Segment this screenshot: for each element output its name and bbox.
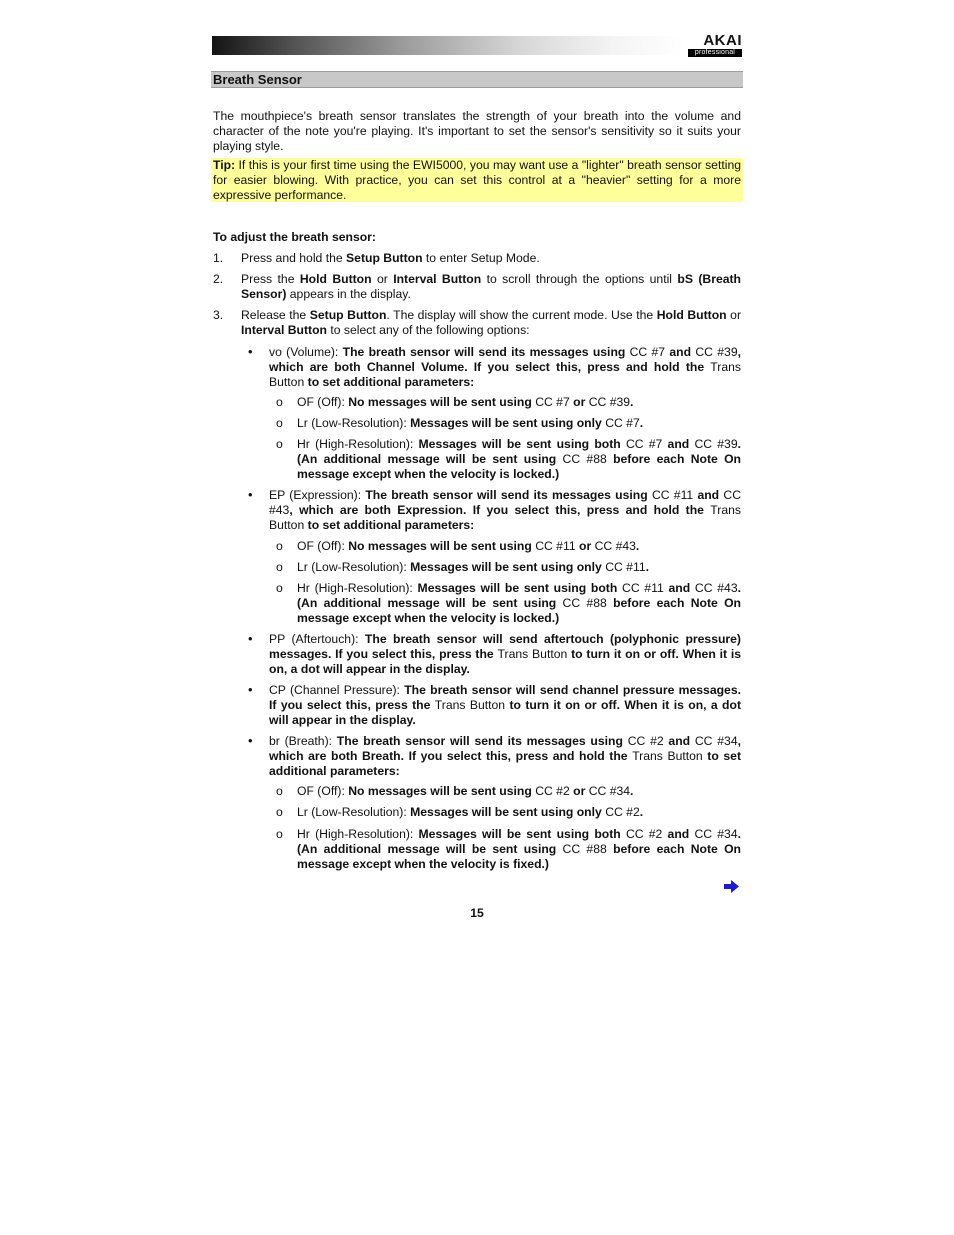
bold-term: , which are both Channel Volume. If you select this, press and hold the — [269, 345, 741, 374]
bold-term: Messages will be sent using only — [406, 805, 606, 819]
option-item — [269, 488, 741, 532]
text-run: CC #7 — [535, 395, 570, 409]
text-run: CC #88 — [562, 841, 607, 856]
text-run: CC #2 — [605, 805, 640, 819]
text-run: CC #7 — [625, 437, 663, 451]
section-title: Breath Sensor — [213, 72, 302, 87]
sub-bullet: o — [276, 539, 283, 553]
bold-term: . — [635, 539, 640, 553]
text-run: to scroll through the options until — [481, 272, 678, 286]
text-run: OF (Off): — [297, 784, 345, 798]
bold-term: Interval Button — [393, 272, 482, 286]
text-run: CC #11 — [622, 581, 664, 595]
text-run: vo (Volume): — [269, 345, 339, 359]
text-run: Press the — [241, 272, 300, 286]
step-text — [241, 308, 741, 338]
sub-bullet: o — [276, 581, 283, 595]
sub-bullet: o — [276, 805, 283, 819]
sub-bullet: o — [276, 416, 283, 430]
tip-body: If this is your first time using the EWI5000, you may want use a "lighter" breath sensor setting for easier blowing. With practice, you can set this control at a "heavier" setting for a more expressive performance. — [213, 158, 741, 202]
text-run: CC #39 — [694, 437, 738, 451]
text-run: Lr (Low-Resolution): — [297, 560, 407, 574]
bold-term: No messages will be sent using — [344, 784, 536, 798]
text-run: appears in the display. — [286, 286, 411, 301]
bold-term: or — [569, 395, 589, 409]
bold-term: and — [663, 581, 695, 595]
sub-option-item — [297, 416, 741, 431]
text-run: CC #7 — [629, 345, 666, 359]
text-run: OF (Off): — [297, 395, 345, 409]
brand-name: AKAI — [703, 32, 742, 49]
bold-term: and — [662, 827, 695, 841]
bullet: • — [248, 631, 253, 646]
bold-term: , which are both Breath. If you select this, press and hold the — [269, 734, 741, 763]
text-run: CC #11 — [605, 560, 646, 574]
step-text — [241, 251, 741, 266]
steps-heading: To adjust the breath sensor: — [213, 230, 376, 244]
bold-term: The breath sensor will send its messages using — [338, 345, 630, 359]
text-run: Trans Button — [269, 502, 741, 532]
bold-term: The breath sensor will send its messages using — [332, 734, 628, 748]
bold-term: The breath sensor will send channel pressure messages. If you select this, press the — [269, 683, 741, 712]
text-run: or — [726, 308, 742, 322]
intro-paragraph: The mouthpiece's breath sensor translates the strength of your breath into the volume and character of the note you're playing. It's important to set the sensor's sensitivity so it suits your playing style. — [213, 109, 741, 153]
text-run: CC #11 — [651, 488, 694, 502]
bullet: • — [248, 733, 253, 748]
bold-term: or — [575, 539, 595, 553]
page-number: 15 — [470, 906, 484, 920]
sub-option-item — [297, 539, 741, 554]
text-run: CC #43 — [269, 488, 741, 517]
option-item — [269, 345, 741, 389]
bold-term: bS (Breath Sensor) — [241, 272, 742, 301]
text-run: Trans Button — [497, 646, 568, 661]
section-header — [211, 71, 743, 88]
text-run: Trans Button — [434, 697, 506, 712]
step-text — [241, 272, 741, 302]
text-run: CC #34 — [588, 784, 631, 798]
text-run: CC #88 — [562, 451, 607, 466]
sub-bullet: o — [276, 560, 283, 574]
brand-subtitle: professional — [688, 49, 742, 57]
header-gradient-bar — [212, 36, 684, 55]
bold-term: Hold Button — [299, 272, 372, 286]
sub-option-item — [297, 827, 741, 871]
bold-term: The breath sensor will send its messages using — [361, 488, 652, 502]
text-run: Hr (High-Resolution): — [297, 827, 414, 841]
sub-option-item — [297, 805, 741, 820]
sub-bullet: o — [276, 437, 283, 451]
text-run: CP (Channel Pressure): — [269, 683, 400, 697]
text-run: CC #88 — [562, 595, 607, 610]
text-run: . The display will show the current mode. Use the — [386, 308, 657, 322]
text-run: to enter Setup Mode. — [422, 251, 540, 265]
text-run: EP (Expression): — [269, 488, 362, 502]
text-run: CC #43 — [694, 581, 738, 595]
bold-term: . — [630, 395, 634, 409]
step-number: 1. — [213, 251, 224, 265]
bold-term: Hold Button — [656, 308, 727, 322]
step-number: 3. — [213, 308, 224, 322]
text-run: Release the — [241, 308, 310, 322]
text-run: Trans Button — [632, 748, 703, 763]
bold-term: No messages will be sent using — [344, 395, 536, 409]
bold-term: before each Note On message except when the velocity is locked.) — [297, 595, 742, 625]
bullet: • — [248, 487, 253, 502]
bold-term: The breath sensor will send aftertouch (polyphonic pressure) messages. If you select this, press the — [269, 632, 741, 661]
bold-term: Messages will be sent using both — [413, 827, 626, 841]
bold-term: Setup Button — [309, 308, 387, 322]
text-run: Trans Button — [269, 359, 741, 389]
bold-term: and — [665, 345, 696, 359]
tip-label: Tip: — [213, 158, 236, 172]
bold-term: to set additional parameters: — [269, 748, 742, 778]
akai-logo — [688, 34, 742, 56]
bullet: • — [248, 344, 253, 359]
option-item — [269, 632, 741, 676]
bold-term: . — [630, 784, 634, 798]
sub-bullet: o — [276, 827, 283, 841]
tip-text — [213, 158, 741, 202]
sub-bullet: o — [276, 395, 283, 409]
bold-term: . (An additional message will be sent using — [297, 581, 741, 610]
text-run: PP (Aftertouch): — [269, 632, 359, 646]
sub-option-item — [297, 395, 741, 410]
text-run: CC #34 — [694, 734, 738, 748]
text-run: CC #2 — [625, 827, 663, 841]
sub-option-item — [297, 437, 741, 481]
bold-term: . — [645, 560, 649, 574]
text-run: or — [371, 272, 394, 286]
text-run: CC #39 — [588, 395, 631, 409]
bold-term: Messages will be sent using only — [406, 416, 606, 430]
bold-term: Messages will be sent using both — [412, 581, 623, 595]
bold-term: to turn it on or off. When it is on, a dot will appear in the display. — [269, 697, 741, 727]
sub-bullet: o — [276, 784, 283, 798]
bold-term: and — [662, 437, 695, 451]
text-run: Hr (High-Resolution): — [297, 437, 414, 451]
sub-option-item — [297, 581, 741, 625]
bold-term: before each Note On message except when the velocity is locked.) — [297, 451, 742, 481]
bold-term: Setup Button — [346, 251, 423, 265]
bold-term: Messages will be sent using only — [406, 560, 606, 574]
tip-box — [211, 158, 743, 202]
bold-term: No messages will be sent using — [344, 539, 536, 553]
bold-term: and — [693, 488, 724, 502]
text-run: Press and hold the — [241, 251, 347, 265]
text-run: CC #11 — [535, 539, 576, 553]
bold-term: Interval Button — [241, 322, 327, 337]
bold-term: to set additional parameters: — [304, 374, 475, 389]
bold-term: and — [663, 734, 695, 748]
bold-term: to set additional parameters: — [304, 517, 475, 532]
text-run: CC #39 — [695, 345, 738, 359]
text-run: CC #43 — [594, 539, 636, 553]
text-run: CC #2 — [627, 734, 664, 748]
bold-term: or — [569, 784, 589, 798]
option-item — [269, 734, 741, 778]
text-run: Lr (Low-Resolution): — [297, 416, 407, 430]
bold-term: . — [639, 416, 644, 430]
step-number: 2. — [213, 272, 224, 286]
text-run: Lr (Low-Resolution): — [297, 805, 407, 819]
option-item — [269, 683, 741, 727]
bold-term: . (An additional message will be sent using — [297, 437, 742, 466]
bold-term: . (An additional message will be sent using — [297, 827, 742, 856]
bold-term: to turn it on or off. When it is on, a dot will appear in the display. — [269, 646, 741, 676]
text-run: CC #7 — [605, 416, 640, 430]
text-run: OF (Off): — [297, 539, 345, 553]
text-run: br (Breath): — [269, 734, 333, 748]
bold-term: . — [639, 805, 644, 819]
text-run: Hr (High-Resolution): — [297, 581, 413, 595]
text-run: to select any of the following options: — [327, 322, 530, 337]
right-arrow-icon[interactable] — [724, 880, 739, 893]
bold-term: before each Note On message except when the velocity is fixed.) — [297, 841, 742, 871]
bullet: • — [248, 682, 253, 697]
bold-term: , which are both Expression. If you select this, press and hold the — [289, 502, 711, 517]
text-run: CC #2 — [535, 784, 570, 798]
sub-option-item — [297, 560, 741, 575]
bold-term: Messages will be sent using both — [413, 437, 626, 451]
text-run: CC #34 — [694, 827, 738, 841]
sub-option-item — [297, 784, 741, 799]
